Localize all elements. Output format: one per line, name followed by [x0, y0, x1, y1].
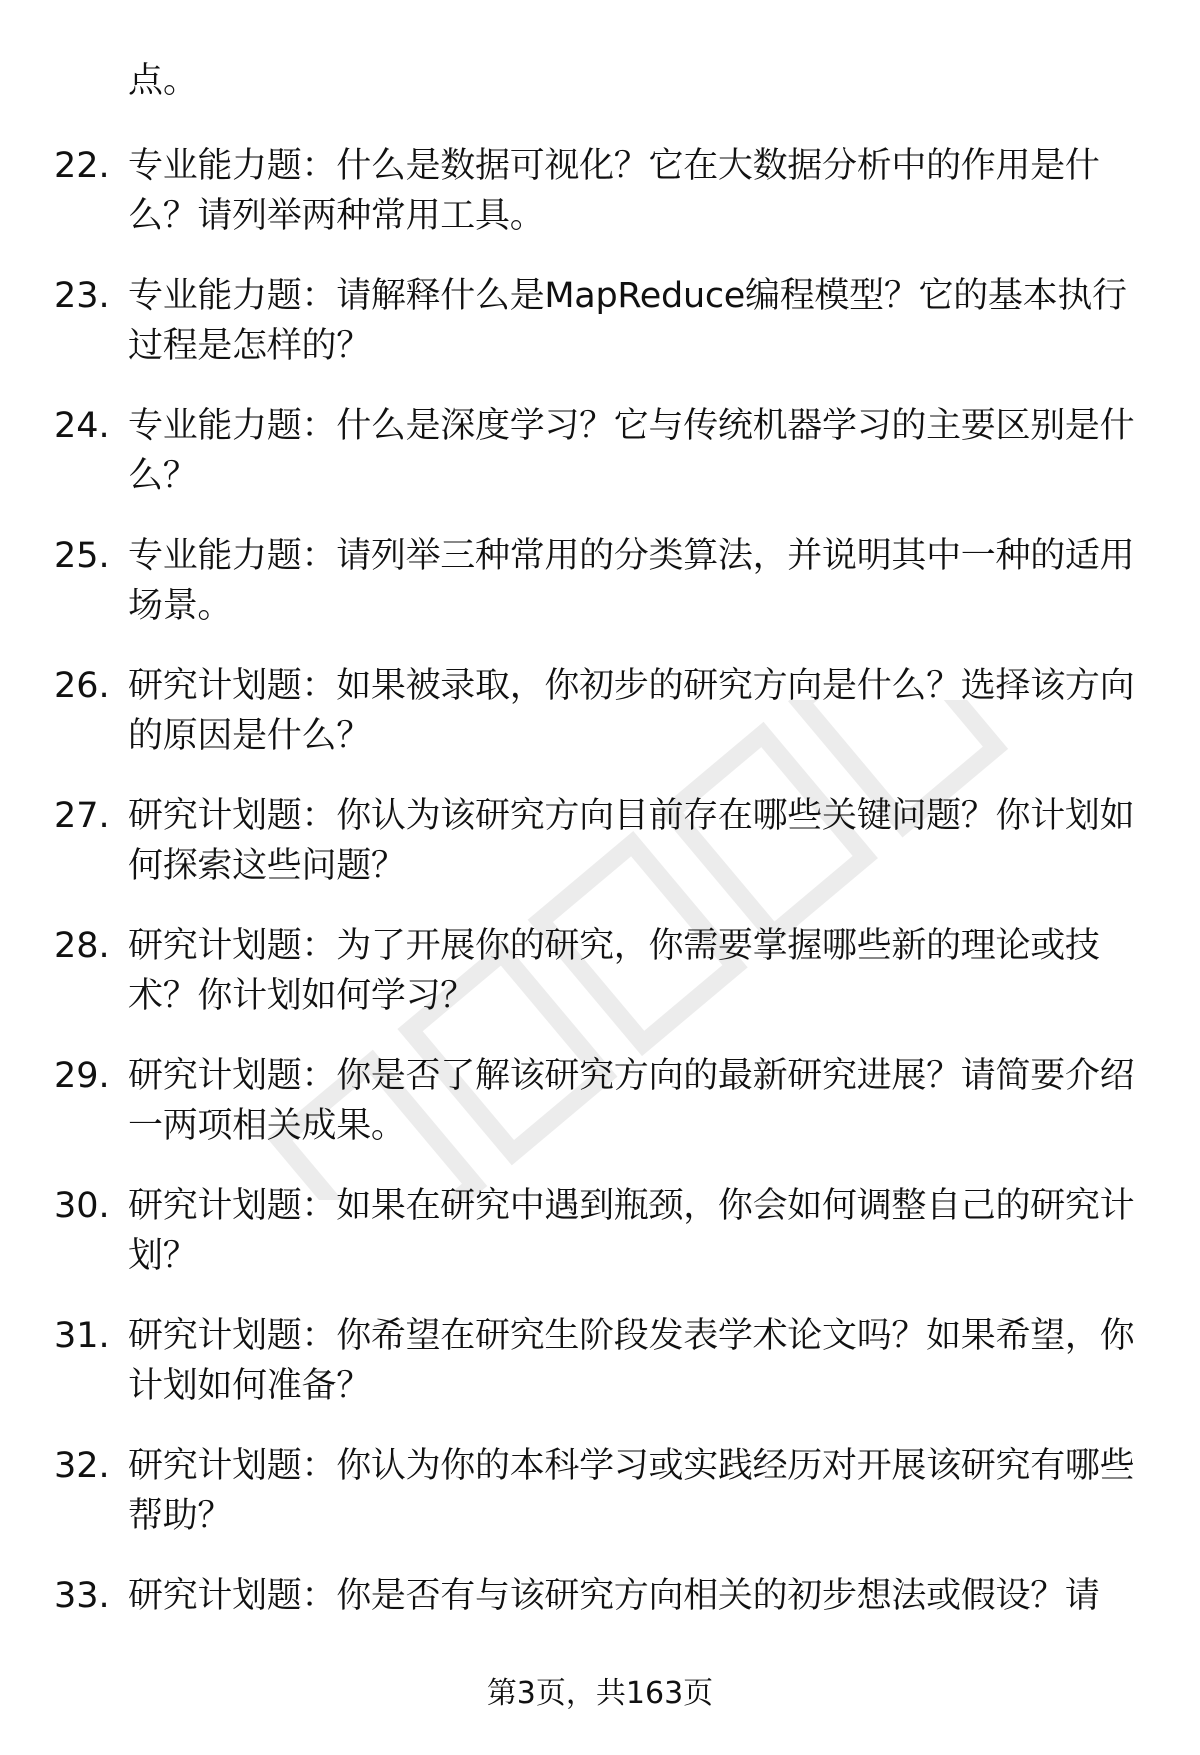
question-number: 30. — [54, 1186, 110, 1226]
question-item — [0, 271, 1200, 401]
continuation-text: 点。 — [128, 61, 199, 101]
question-number: 29. — [54, 1056, 110, 1096]
question-number: 31. — [54, 1316, 110, 1356]
question-text: 研究计划题：你认为该研究方向目前存在哪些关键问题？你计划如何探索这些问题？ — [128, 796, 1135, 886]
question-text: 专业能力题：什么是数据可视化？它在大数据分析中的作用是什么？请列举两种常用工具。 — [128, 146, 1100, 236]
question-number: 24. — [54, 406, 110, 446]
question-text: 研究计划题：你希望在研究生阶段发表学术论文吗？如果希望，你计划如何准备？ — [128, 1316, 1135, 1406]
question-number: 26. — [54, 666, 110, 706]
question-number: 22. — [54, 146, 110, 186]
question-text: 研究计划题：你是否有与该研究方向相关的初步想法或假设？请 — [128, 1576, 1100, 1616]
question-text: 专业能力题：请解释什么是MapReduce编程模型？它的基本执行过程是怎样的？ — [128, 276, 1127, 366]
question-number: 23. — [54, 276, 110, 316]
question-text: 研究计划题：如果在研究中遇到瓶颈，你会如何调整自己的研究计划？ — [128, 1186, 1135, 1276]
question-number: 33. — [54, 1576, 110, 1616]
question-number: 28. — [54, 926, 110, 966]
question-item — [0, 531, 1200, 661]
question-item — [0, 1311, 1200, 1441]
question-item — [0, 1441, 1200, 1571]
question-text: 研究计划题：你认为你的本科学习或实践经历对开展该研究有哪些帮助？ — [128, 1446, 1135, 1536]
question-item — [0, 921, 1200, 1051]
question-list — [0, 141, 1200, 1701]
question-number: 27. — [54, 796, 110, 836]
page-footer: 第3页，共163页 — [486, 1676, 714, 1711]
question-number: 25. — [54, 536, 110, 576]
question-text: 专业能力题：什么是深度学习？它与传统机器学习的主要区别是什么？ — [128, 406, 1135, 496]
question-item — [0, 791, 1200, 921]
question-number: 32. — [54, 1446, 110, 1486]
question-item — [0, 661, 1200, 791]
question-text: 研究计划题：你是否了解该研究方向的最新研究进展？请简要介绍一两项相关成果。 — [128, 1056, 1135, 1146]
question-item — [0, 401, 1200, 531]
question-item — [0, 141, 1200, 271]
question-text: 研究计划题：为了开展你的研究，你需要掌握哪些新的理论或技术？你计划如何学习？ — [128, 926, 1100, 1016]
question-text: 专业能力题：请列举三种常用的分类算法，并说明其中一种的适用场景。 — [128, 536, 1135, 626]
question-text: 研究计划题：如果被录取，你初步的研究方向是什么？选择该方向的原因是什么？ — [128, 666, 1135, 756]
question-item — [0, 1051, 1200, 1181]
question-item — [0, 1181, 1200, 1311]
